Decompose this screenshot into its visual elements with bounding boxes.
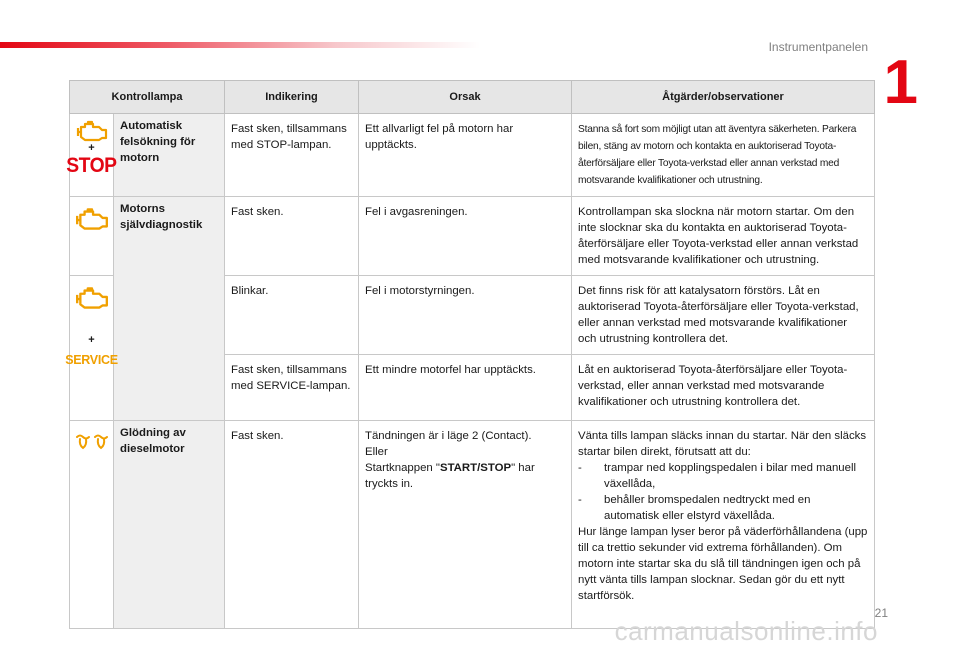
start-stop-label: START/STOP — [439, 462, 512, 474]
lamp-icon-cell — [66, 114, 117, 197]
plus-sign: + — [88, 142, 95, 154]
action-outro: Hur länge lampan lyser beror på väderförhållandena (upp till ca trettio sekunder vid extrema förhållanden). Om motorn inte startar ska du slå till tändningen igen och på nytt vänta tills lampan slocknar. Sedan gör du ett nytt startförsök. — [578, 526, 868, 602]
indication-cell: Blinkar. — [225, 276, 359, 355]
cause-cell: Ett allvarligt fel på motorn har upptäckts. — [359, 114, 572, 197]
cause-cell: Fel i avgasreningen. — [359, 197, 572, 276]
section-title: Instrumentpanelen — [768, 40, 868, 54]
engine-warning-icon — [75, 120, 109, 142]
action-list — [578, 460, 868, 524]
indication-cell: Fast sken, tillsammans med SERVICE-lampan. — [225, 355, 359, 421]
action-intro: Vänta tills lampan släcks innan du startar. När den släcks startar bilen direkt, förutsatt att du: — [578, 430, 867, 458]
lamp-icon-cell — [70, 421, 114, 629]
list-item: - trampar ned kopplingspedalen i bilar med manuell växellåda, — [578, 460, 868, 492]
action-cell: Det finns risk för att katalysatorn förstörs. Låt en auktoriserad Toyota-återförsäljare eller Toyota-verkstad, eller annan verkstad med motsvarande kvalifikationer och utrustning kontrollera det. — [572, 276, 875, 355]
table-row — [70, 421, 875, 629]
stop-lamp-icon: STOP — [66, 154, 117, 177]
lamp-name: Glödning av dieselmotor — [114, 421, 225, 629]
cause-cell — [359, 421, 572, 629]
cause-text: Startknappen " — [365, 462, 440, 474]
column-header-atgarder: Åtgärder/observationer — [572, 81, 875, 114]
indication-cell: Fast sken. — [225, 197, 359, 276]
plus-sign: + — [88, 334, 95, 346]
indication-cell: Fast sken. — [225, 421, 359, 629]
action-cell — [572, 421, 875, 629]
engine-check-icon — [74, 207, 110, 231]
chapter-number: 1 — [883, 48, 918, 117]
engine-check-icon — [74, 286, 110, 310]
lamp-name: Motorns självdiagnostik — [114, 197, 225, 421]
service-lamp-icon: SERVICE — [65, 353, 118, 367]
cause-line: Eller — [365, 446, 388, 458]
list-item: - behåller bromspedalen nedtryckt med en automatisk eller elstyrd växellåda. — [578, 492, 868, 524]
cause-cell: Ett mindre motorfel har upptäckts. — [359, 355, 572, 421]
lamp-icon-cell — [70, 197, 114, 276]
table-row — [70, 197, 875, 276]
action-cell: Stanna så fort som möjligt utan att äventyra säkerheten. Parkera bilen, stäng av motorn och kontakta en auktoriserad Toyota-återförsäljare eller Toyota-verkstad eller annan verkstad med motsvarande kvalifikationer och utrustning. — [572, 114, 875, 197]
column-header-indikering: Indikering — [225, 81, 359, 114]
lamp-name: Automatisk felsökning för motorn — [114, 114, 225, 197]
cause-cell: Fel i motorstyrningen. — [359, 276, 572, 355]
indication-cell: Fast sken, tillsammans med STOP-lampan. — [225, 114, 359, 197]
table-row — [70, 114, 875, 197]
cause-text: " har tryckts in. — [365, 462, 535, 490]
page-number: 21 — [874, 606, 888, 620]
action-cell: Låt en auktoriserad Toyota-återförsäljare eller Toyota-verkstad, eller annan verkstad med motsvarande kvalifikationer och utrustning kontrollera det. — [572, 355, 875, 421]
cause-line — [365, 460, 565, 492]
table-header-row — [70, 81, 875, 114]
column-header-orsak: Orsak — [359, 81, 572, 114]
cause-line: Tändningen är i läge 2 (Contact). — [365, 430, 532, 442]
lamp-icon-cell — [65, 276, 118, 421]
warning-lamp-table — [65, 80, 875, 629]
glow-plug-icon — [75, 433, 109, 451]
column-header-kontrollampa: Kontrollampa — [70, 81, 225, 114]
action-cell: Kontrollampan ska slockna när motorn startar. Om den inte slocknar ska du kontakta en auktoriserad Toyota-återförsäljare eller Toyota-verkstad eller annan verkstad med motsvarande kvalifikationer och utrustning. — [572, 197, 875, 276]
header-accent-bar — [0, 42, 480, 48]
watermark: carmanualsonline.info — [614, 616, 878, 646]
